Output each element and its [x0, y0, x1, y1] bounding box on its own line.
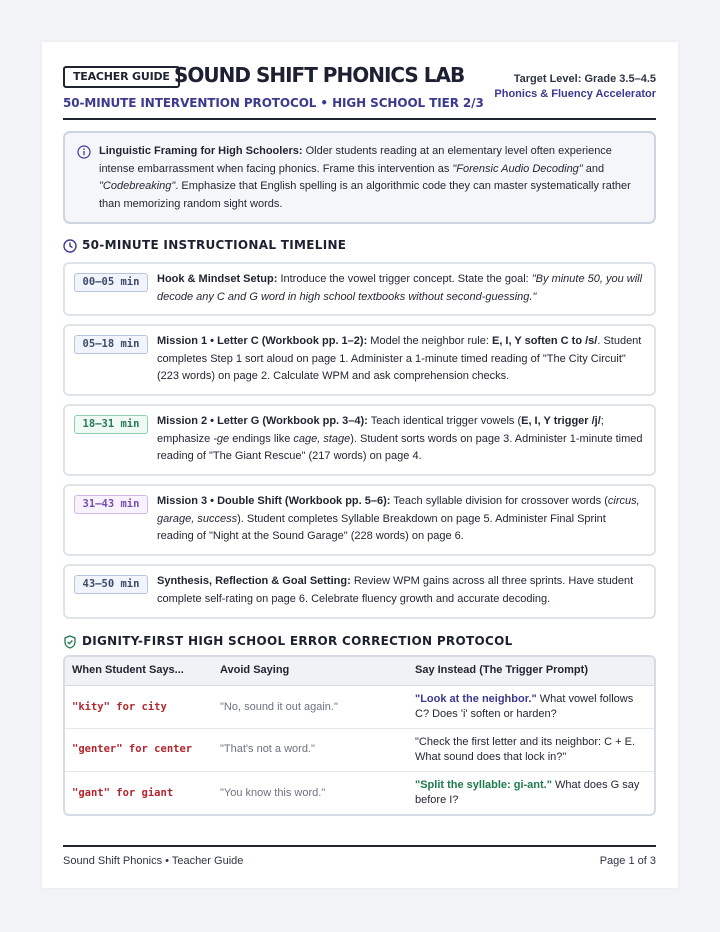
table-row: [65, 772, 654, 815]
timeline-item: [63, 262, 656, 316]
error-correction-heading-text: DIGNITY-FIRST HIGH SCHOOL ERROR CORRECTION PROTOCOL: [82, 634, 513, 648]
timeline-item: [63, 564, 656, 619]
column-header: When Student Says...: [72, 664, 184, 676]
error-correction-table: [63, 655, 656, 816]
footer-title: Sound Shift Phonics • Teacher Guide: [63, 855, 244, 867]
trigger-prompt: "Split the syllable: gi-ant.": [415, 779, 552, 791]
page-number: Page 1 of 3: [599, 855, 656, 867]
framing-callout: [63, 131, 656, 224]
time-pill: 05–18 min: [74, 335, 148, 354]
info-icon: [77, 145, 91, 159]
column-header: Avoid Saying: [220, 664, 290, 676]
page-subtitle: 50-MINUTE INTERVENTION PROTOCOL • HIGH SCHOOL TIER 2/3: [63, 96, 484, 110]
timeline-text-part: ; emphasize: [157, 415, 604, 445]
timeline-item-title: Hook & Mindset Setup:: [157, 273, 278, 285]
page-footer: [63, 845, 656, 867]
trigger-prompt: "Look at the neighbor.": [415, 693, 537, 705]
callout-text: [99, 143, 639, 213]
table-row: [65, 729, 654, 772]
callout-emphasis: "Codebreaking": [99, 180, 176, 192]
student-says: "genter" for center: [72, 743, 193, 755]
timeline-emphasis: cage, stage: [293, 432, 351, 445]
timeline-item: [63, 404, 656, 476]
program-name: Phonics & Fluency Accelerator: [494, 88, 656, 100]
timeline-emphasis: -ge: [213, 432, 230, 445]
timeline-text-part: endings like: [229, 432, 294, 445]
prompt-text: "Check the first letter and its neighbor: C + E. What sound does that lock in?": [415, 736, 636, 763]
student-says: "kity" for city: [72, 701, 167, 713]
timeline-item: [63, 484, 656, 556]
page-header: [63, 63, 656, 120]
page-title: SOUND SHIFT PHONICS LAB: [174, 63, 465, 87]
timeline-item-text: [157, 333, 645, 386]
timeline-item: [63, 324, 656, 396]
avoid-saying: "That's not a word.": [220, 743, 315, 755]
student-says: "gant" for giant: [72, 787, 174, 799]
timeline-text-part: Teach syllable division for crossover words (: [390, 495, 608, 507]
timeline-text-part: Teach identical trigger vowels (: [367, 415, 522, 427]
timeline-rule: E, I, Y soften C to /s/: [491, 335, 598, 347]
column-header: Say Instead (The Trigger Prompt): [415, 664, 588, 676]
timeline-text-part: . Student completes Step 1 sort aloud on page 1. Administer a 1-minute timed reading of "The City Circuit" (223 words) on page 2. Calculate WPM and ask comprehension checks.: [157, 335, 642, 382]
timeline-heading-text: 50-MINUTE INSTRUCTIONAL TIMELINE: [82, 238, 347, 252]
callout-text-part: and: [582, 162, 605, 175]
table-row: [65, 686, 654, 729]
callout-text-part: . Emphasize that English spelling is an algorithmic code they can master systematically rather than memorizing random sight words.: [99, 180, 631, 210]
say-instead: [415, 778, 647, 808]
timeline-text-part: Introduce the vowel trigger concept. State the goal:: [277, 273, 532, 285]
timeline-item-title: Mission 1 • Letter C (Workbook pp. 1–2):: [157, 335, 368, 347]
callout-lead: Linguistic Framing for High Schoolers:: [99, 145, 303, 157]
avoid-saying: "You know this word.": [220, 787, 326, 799]
timeline-item-text: [157, 493, 645, 546]
timeline-text-part: ). Student sorts words on page 3. Administer 1-minute timed reading of "The Giant Rescue" (217 words) on page 4.: [157, 432, 643, 462]
timeline-rule: E, I, Y trigger /j/: [521, 415, 601, 427]
timeline-item-title: Mission 3 • Double Shift (Workbook pp. 5–6):: [157, 495, 391, 507]
timeline-emphasis: circus, garage, success: [157, 495, 640, 525]
time-pill: 18–31 min: [74, 415, 148, 434]
prompt-text: What vowel follows C? Does 'i' soften or harden?: [415, 693, 634, 720]
time-pill: 43–50 min: [74, 575, 148, 594]
shield-check-icon: [63, 635, 77, 649]
document-page: [42, 42, 678, 888]
timeline-item-title: Mission 2 • Letter G (Workbook pp. 3–4):: [157, 415, 368, 427]
avoid-saying: "No, sound it out again.": [220, 701, 338, 713]
time-pill: 00–05 min: [74, 273, 148, 292]
timeline-item-text: [157, 413, 645, 466]
timeline-text-part: Model the neighbor rule:: [367, 335, 492, 347]
callout-text-part: Older students reading at an elementary level often experience intense embarrassment when facing phonics. Frame this intervention as: [99, 145, 612, 175]
timeline-text-part: ). Student completes Syllable Breakdown on page 5. Administer Final Sprint reading of "Night at the Sound Garage" (228 words) on page 6.: [157, 512, 606, 542]
time-pill: 31–43 min: [74, 495, 148, 514]
clock-icon: [63, 239, 77, 253]
say-instead: [415, 735, 647, 765]
timeline-item-title: Synthesis, Reflection & Goal Setting:: [157, 575, 351, 587]
timeline-text-part: Review WPM gains across all three sprints. Have student complete self-rating on page 6. Celebrate fluency growth and accurate decoding.: [157, 575, 634, 605]
target-level: Target Level: Grade 3.5–4.5: [513, 73, 656, 85]
teacher-guide-badge: TEACHER GUIDE: [63, 66, 180, 88]
callout-emphasis: "Forensic Audio Decoding": [452, 162, 583, 175]
table-header: [65, 657, 654, 686]
prompt-text: What does G say before I?: [415, 779, 640, 806]
timeline-emphasis: "By minute 50, you will decode any C and G word in high school textbooks without second-guessing.": [157, 273, 643, 303]
say-instead: [415, 692, 647, 722]
timeline-item-text: [157, 271, 645, 306]
timeline-item-text: [157, 573, 645, 608]
